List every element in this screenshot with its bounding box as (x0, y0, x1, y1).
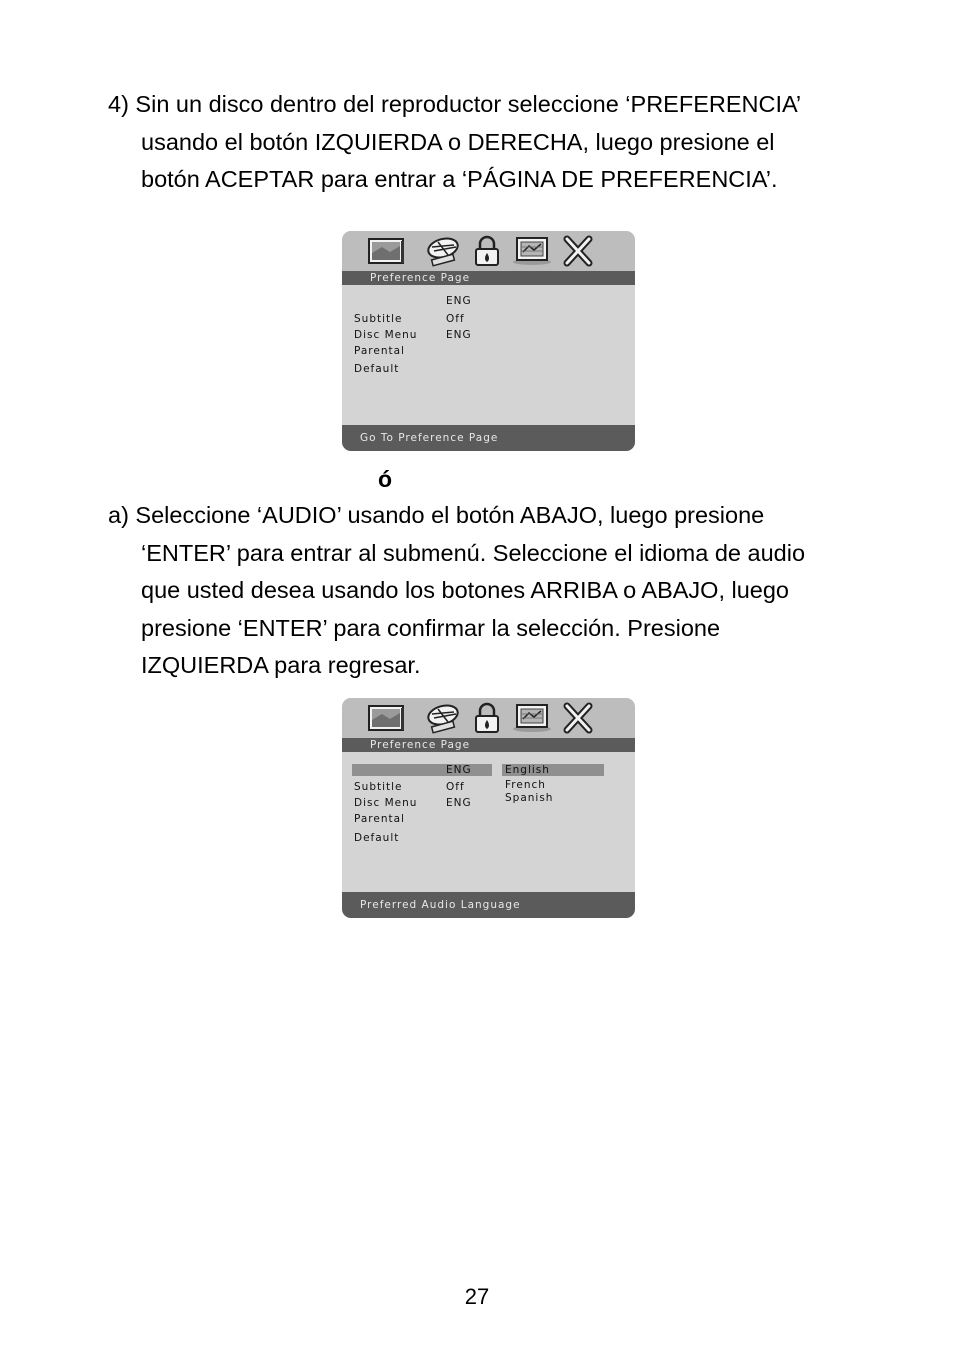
submenu-option-english[interactable]: English (505, 764, 550, 776)
menu-row-disc-menu-label[interactable]: Disc Menu (354, 329, 418, 341)
menu-row-subtitle-value: Off (446, 313, 465, 325)
submenu-option-spanish[interactable]: Spanish (505, 792, 554, 804)
exit-icon (558, 235, 598, 267)
osd-status-bar (342, 425, 635, 451)
menu-row-default-label[interactable]: Default (354, 832, 400, 844)
audio-language-screen (342, 698, 635, 918)
or-separator: ó (378, 466, 393, 492)
osd-icon-bar (342, 698, 635, 738)
tv-screen-icon (366, 235, 406, 267)
step-4-line-1: 4) Sin un disco dentro del reproductor seleccione ‘PREFERENCIA’ (108, 91, 802, 117)
step-a-line-5: IZQUIERDA para regresar. (141, 652, 421, 678)
speaker-icon (424, 235, 464, 267)
lock-icon (467, 235, 507, 267)
preference-page-screen (342, 231, 635, 451)
menu-row-subtitle-label[interactable]: Subtitle (354, 781, 403, 793)
exit-icon (558, 702, 598, 734)
osd-page-title-text: Preference Page (370, 272, 471, 284)
step-a-line-4: presione ‘ENTER’ para confirmar la selección. Presione (141, 614, 721, 641)
step-a-instructions (108, 497, 868, 685)
osd-page-title-text: Preference Page (370, 739, 471, 751)
step-4-instructions (108, 86, 868, 199)
osd-page-title (342, 738, 635, 752)
osd-icon-bar (342, 231, 635, 271)
tv-screen-icon (366, 702, 406, 734)
page-number: 27 (464, 1284, 490, 1309)
video-settings-icon (512, 702, 552, 734)
menu-row-disc-menu-value: ENG (446, 797, 472, 809)
step-a-line-2: ‘ENTER’ para entrar al submenú. Seleccione el idioma de audio (141, 539, 806, 566)
menu-row-audio-value: ENG (446, 295, 472, 307)
step-4-line-3: botón ACEPTAR para entrar a ‘PÁGINA DE PREFERENCIA’. (141, 166, 778, 192)
step-a-line-3: que usted desea usando los botones ARRIBA o ABAJO, luego (141, 577, 790, 603)
menu-row-default-label[interactable]: Default (354, 363, 400, 375)
menu-row-subtitle-label[interactable]: Subtitle (354, 313, 403, 325)
menu-row-parental-label[interactable]: Parental (354, 813, 405, 825)
video-settings-icon (512, 235, 552, 267)
step-a-line-1: a) Seleccione ‘AUDIO’ usando el botón ABAJO, luego presione (108, 502, 765, 528)
menu-row-disc-menu-value: ENG (446, 329, 472, 341)
speaker-icon (424, 702, 464, 734)
submenu-option-french[interactable]: French (505, 779, 546, 791)
menu-row-subtitle-value: Off (446, 781, 465, 793)
menu-row-disc-menu-label[interactable]: Disc Menu (354, 797, 418, 809)
osd-page-title (342, 271, 635, 285)
osd-status-bar (342, 892, 635, 918)
step-4-line-2: usando el botón IZQUIERDA o DERECHA, luego presione el (141, 128, 775, 155)
menu-row-parental-label[interactable]: Parental (354, 345, 405, 357)
lock-icon (467, 702, 507, 734)
menu-row-audio-value: ENG (446, 764, 472, 776)
osd-status-text: Go To Preference Page (360, 432, 499, 444)
osd-status-text: Preferred Audio Language (360, 899, 521, 911)
